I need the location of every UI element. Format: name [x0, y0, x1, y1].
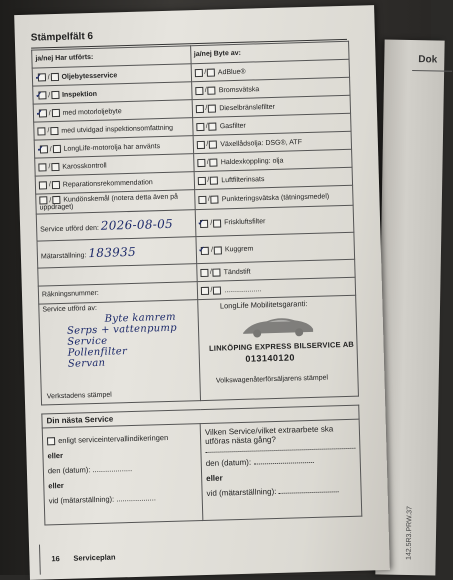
left-item-label: med motorloljebyte	[62, 108, 122, 117]
right-item-cell: / Växellådsolja: DSG®, ATF	[193, 131, 352, 153]
left-item-label: LongLife-motorolja har använts	[63, 143, 161, 153]
left-item-label: Oljebytesservice	[61, 72, 118, 81]
tandstift-label: Tändstift	[223, 267, 251, 276]
right-mileage-line[interactable]	[279, 491, 339, 494]
left-item-cell: ✓ / med motorloljebyte	[33, 100, 192, 122]
check-mark-icon: ✓	[197, 218, 205, 228]
right-item-label: Haldexkoppling: olja	[220, 157, 284, 166]
checkbox-nej[interactable]	[210, 176, 218, 184]
checkbox-ja[interactable]	[39, 196, 47, 204]
right-item-cell: / AdBlue®	[191, 59, 350, 81]
checkbox-nej[interactable]	[50, 126, 58, 134]
stamp-company: LINKÖPING EXPRESS BILSERVICE AB	[208, 339, 355, 353]
checkbox-ja[interactable]	[196, 140, 204, 148]
checkbox-ja[interactable]	[200, 286, 208, 294]
checkbox-nej[interactable]	[208, 86, 216, 94]
longlife-title: LongLife Mobilitetsgaranti:	[219, 299, 308, 311]
or-2: eller	[48, 480, 64, 491]
checkbox-nej[interactable]	[213, 219, 221, 227]
answer-line[interactable]	[205, 448, 355, 453]
right-item-cell: / Gasfilter	[192, 113, 351, 135]
hand-line: Serps + vattenpump	[66, 322, 178, 337]
right-item-cell: / Haldexkoppling: olja	[193, 149, 352, 171]
checkbox-nej[interactable]	[213, 286, 221, 294]
hand-line: Service	[67, 335, 108, 348]
checkbox-indicator[interactable]	[47, 437, 55, 445]
service-page	[14, 5, 390, 580]
checkbox-nej[interactable]	[210, 158, 218, 166]
left-item-label: Kundönskemål (notera detta även på uppdraget)	[39, 193, 179, 212]
right-item-label: Dieselbränslefilter	[219, 103, 275, 112]
left-item-cell: ✓ / Inspektion	[33, 82, 192, 104]
blank-cell: / ...................	[197, 277, 356, 299]
stamp-number: 013140120	[245, 352, 296, 364]
right-item-cell: / Punkteringsvätska (tätningsmedel)	[194, 185, 353, 209]
date-label: den (datum):	[47, 465, 91, 476]
hand-line: Servan	[67, 357, 106, 370]
left-header: ja/nej Har utförts:	[32, 46, 191, 68]
check-mark-icon: ✓	[198, 245, 206, 255]
right-item-label: Punkteringsvätska (tätningsmedel)	[221, 192, 330, 203]
right-item-label: AdBlue®	[217, 68, 246, 76]
right-item-label: Luftfilterinsats	[221, 175, 265, 184]
right-date-line[interactable]	[253, 462, 313, 465]
hand-line: Byte kamrem	[104, 311, 176, 325]
friskluft-label: Friskluftsfilter	[224, 218, 266, 227]
checkbox-nej[interactable]	[52, 196, 60, 204]
checkbox-ja[interactable]	[38, 163, 46, 171]
mileage-label: Mätarställning:	[40, 252, 87, 261]
mileage-value: 183935	[88, 244, 137, 261]
checkbox-ja[interactable]	[196, 122, 204, 130]
next-left-cell	[42, 424, 203, 525]
next-mileage-label: vid (mätarställning):	[48, 494, 115, 506]
vw-stamp-label: Volkswagenåterförsäljarens stämpel	[215, 374, 329, 385]
left-item-cell: / Reparationsrekommendation	[35, 172, 194, 194]
right-mileage-label: vid (mätarställning):	[206, 487, 277, 498]
checkbox-nej[interactable]	[50, 73, 58, 81]
check-mark-icon: ✓	[35, 108, 43, 118]
side-code: 142.5R3.PRW.37	[405, 506, 414, 561]
right-item-label: Växellådsolja: DSG®, ATF	[220, 138, 303, 148]
left-item-cell: ✓ / Oljebytesservice	[32, 64, 191, 86]
service-date-label: Service utförd den:	[40, 224, 100, 234]
mileage-dots: ...................	[116, 493, 156, 504]
checkbox-nej[interactable]	[207, 68, 215, 76]
left-item-label: Reparationsrekommendation	[62, 178, 153, 189]
checkbox-nej[interactable]	[209, 140, 217, 148]
row-stamps	[39, 295, 359, 405]
handwritten-work	[67, 312, 178, 370]
left-item-label: Karosskontroll	[62, 161, 107, 171]
service-by-label: Service utförd av:	[42, 304, 97, 314]
kuggrem-cell: ✓ / Kuggrem	[195, 232, 354, 263]
check-mark-icon: ✓	[35, 90, 43, 100]
next-body-row	[42, 419, 362, 525]
question-label: Vilken Service/vilket extraarbete ska utföras nästa gång?	[204, 424, 334, 446]
checkbox-nej[interactable]	[52, 180, 60, 188]
checkbox-ja[interactable]	[197, 158, 205, 166]
mileage-row	[49, 492, 198, 505]
left-item-label: Inspektion	[61, 90, 98, 99]
checkbox-nej[interactable]	[209, 122, 217, 130]
checkbox-ja[interactable]	[198, 195, 206, 203]
checkbox-ja[interactable]	[39, 181, 47, 189]
right-date-row	[206, 455, 356, 468]
right-item-cell: / Luftfilterinsats	[194, 167, 353, 189]
dealer-stamp	[198, 296, 358, 388]
checkbox-nej[interactable]	[51, 109, 59, 117]
date-dots: ...................	[92, 464, 133, 475]
right-item-label: Bromsvätska	[218, 85, 260, 94]
next-service-table	[41, 405, 362, 526]
right-date-label: den (datum):	[205, 457, 252, 468]
page-title: Stämpelfält 6	[30, 30, 94, 44]
checkbox-nej[interactable]	[51, 91, 59, 99]
check-mark-icon: ✓	[36, 144, 44, 154]
checkbox-ja[interactable]	[37, 127, 45, 135]
checkbox-ja[interactable]	[195, 104, 203, 112]
check-mark-icon: ✓	[34, 72, 42, 82]
next-service-title: Din nästa Service	[42, 405, 359, 428]
tandstift-cell: / Tändstift	[196, 259, 355, 281]
friskluft-cell: ✓ / Friskluftsfilter	[195, 205, 354, 236]
right-item-cell: / Dieselbränslefilter	[192, 95, 351, 117]
right-item-cell: / Bromsvätska	[191, 77, 350, 99]
checkbox-ja[interactable]	[200, 268, 208, 276]
rakningsnummer-label: Räkningsnummer:	[38, 282, 197, 304]
stamp-table	[31, 41, 359, 406]
next-page-heading: Dok	[418, 54, 438, 66]
workshop-stamp-label: Verkstadens stämpel	[46, 391, 112, 401]
left-item-cell: / Kundönskemål (notera detta även på uppdraget)	[36, 190, 195, 214]
page-label: Serviceplan	[73, 552, 116, 563]
workshop-cell	[39, 300, 200, 405]
right-mileage-row	[206, 485, 356, 498]
checkbox-nej[interactable]	[213, 268, 221, 276]
service-date-value: 2026-08-05	[100, 216, 174, 233]
page-number: 16	[51, 554, 60, 564]
option-indicator-label: enligt serviceintervallindikeringen	[58, 433, 169, 446]
checkbox-nej[interactable]	[214, 246, 222, 254]
next-page-rule	[412, 70, 452, 72]
right-header: ja/nej Byte av:	[190, 41, 349, 63]
kuggrem-label: Kuggrem	[224, 245, 254, 254]
left-item-cell: / med utvidgad inspektionsomfattning	[34, 118, 193, 140]
checkbox-ja[interactable]	[195, 86, 203, 94]
checkbox-ja[interactable]	[197, 176, 205, 184]
next-right-cell	[200, 419, 362, 520]
right-item-label: Gasfilter	[219, 122, 246, 130]
date-row	[48, 462, 197, 475]
checkbox-nej[interactable]	[208, 104, 216, 112]
footer-rule	[39, 545, 41, 575]
checkbox-ja[interactable]	[194, 68, 202, 76]
hand-line: Pollenfilter	[67, 346, 128, 359]
left-item-cell: ✓ / LongLife-motorolja har använts	[34, 136, 193, 158]
checklist-rows	[32, 59, 353, 214]
blank-dots: ...................	[224, 285, 262, 294]
checkbox-nej[interactable]	[51, 162, 59, 170]
option-indicator	[47, 432, 196, 445]
left-item-cell: / Karosskontroll	[35, 154, 194, 176]
checkbox-nej[interactable]	[52, 145, 60, 153]
left-item-label: med utvidgad inspektionsomfattning	[61, 124, 174, 135]
or-1: eller	[47, 450, 64, 461]
dealer-cell	[197, 295, 358, 400]
checkbox-nej[interactable]	[211, 195, 219, 203]
sports-car-icon	[240, 311, 315, 339]
right-or: eller	[206, 473, 223, 483]
